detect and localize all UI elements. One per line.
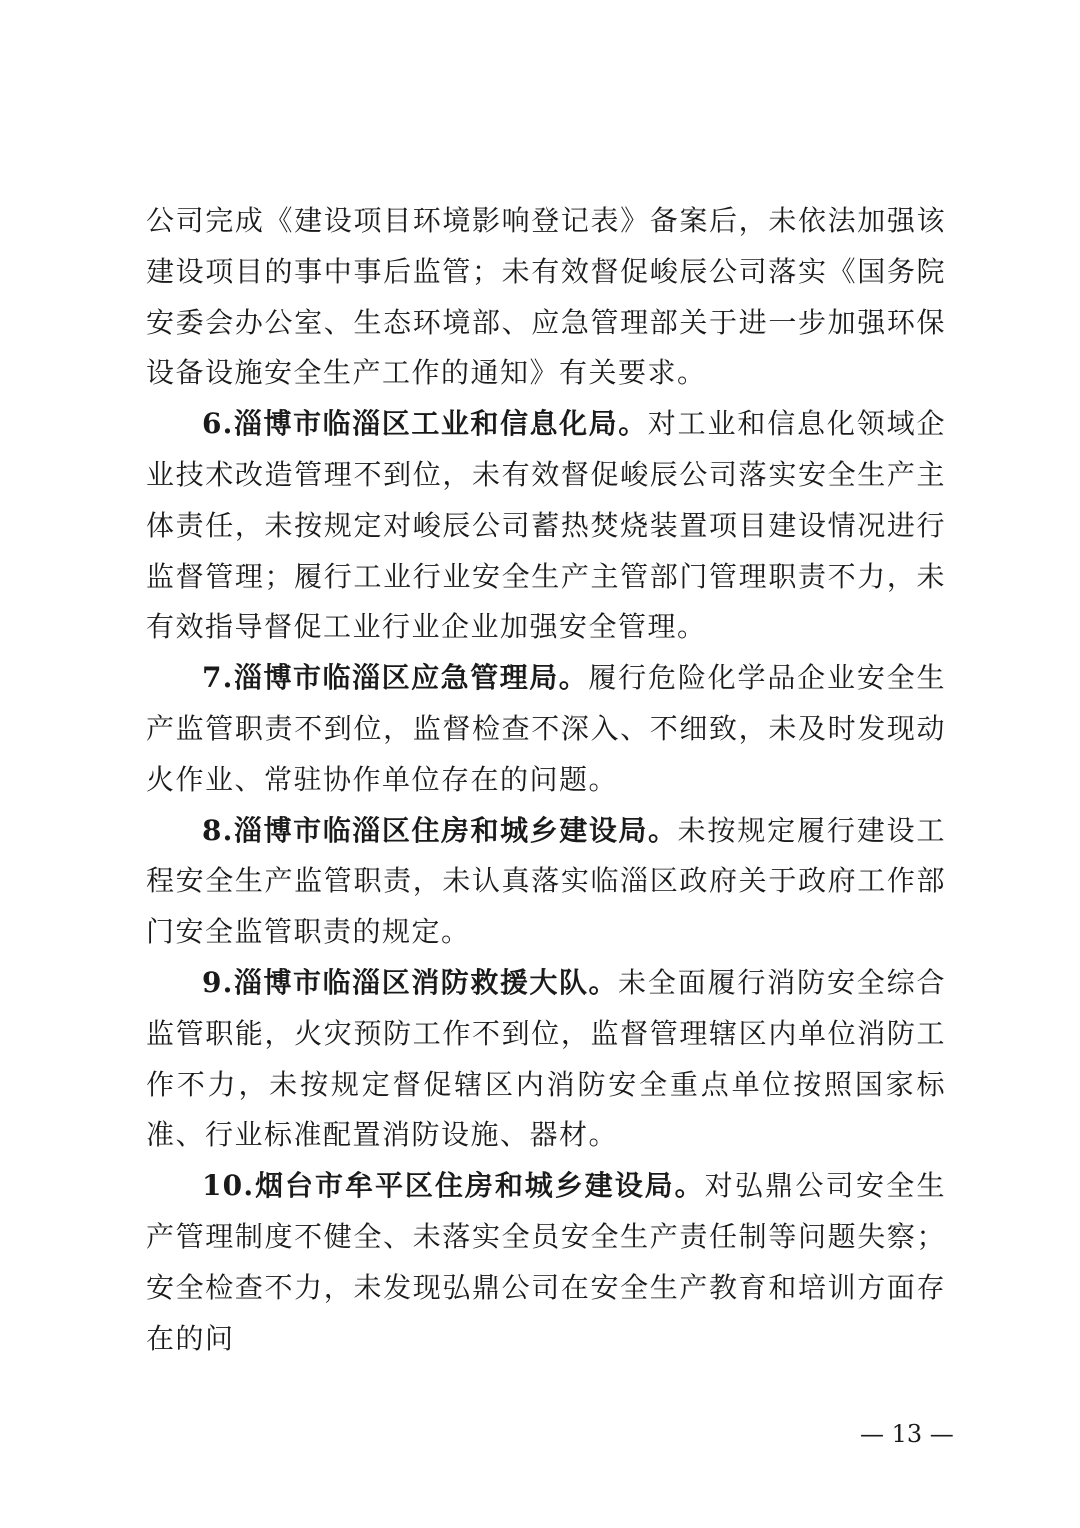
item-heading-9: 9.淄博市临淄区消防救援大队。 [202,965,619,999]
item-text-10: 对弘鼎公司安全生产管理制度不健全、未落实全员安全生产责任制等问题失察；安全检查不力，未发现弘鼎公司在安全生产教育和培训方面存在的问 [146,1169,946,1355]
page-number: — 13 — [860,1420,954,1448]
continuation-paragraph: 公司完成《建设项目环境影响登记表》备案后，未依法加强该建设项目的事中事后监管；未有效督促峻辰公司落实《国务院安委会办公室、生态环境部、应急管理部关于进一步加强环保设备设施安全生产工作的通知》有关要求。 [146,204,946,390]
item-heading-8: 8.淄博市临淄区住房和城乡建设局。 [202,813,678,847]
item-paragraph-10 [146,1161,946,1364]
item-paragraph-9 [146,958,946,1161]
item-text-8: 未按规定履行建设工程安全生产监管职责，未认真落实临淄区政府关于政府工作部门安全监管职责的规定。 [146,813,946,949]
item-heading-7: 7.淄博市临淄区应急管理局。 [202,661,589,695]
item-paragraph-8 [146,806,946,958]
item-heading-10: 10.烟台市牟平区住房和城乡建设局。 [202,1169,705,1203]
item-text-9: 未全面履行消防安全综合监管职能，火灾预防工作不到位，监督管理辖区内单位消防工作不力，未按规定督促辖区内消防安全重点单位按照国家标准、行业标准配置消防设施、器材。 [146,965,946,1152]
item-heading-6: 6.淄博市临淄区工业和信息化局。 [202,407,648,441]
item-text-6: 对工业和信息化领域企业技术改造管理不到位，未有效督促峻辰公司落实安全生产主体责任，未按规定对峻辰公司蓄热焚烧装置项目建设情况进行监督管理；履行工业行业安全生产主管部门管理职责不力，未有效指导督促工业行业企业加强安全管理。 [146,407,946,644]
item-paragraph-6 [146,399,946,653]
item-text-7: 履行危险化学品企业安全生产监管职责不到位，监督检查不深入、不细致，未及时发现动火作业、常驻协作单位存在的问题。 [146,661,946,796]
item-paragraph-7 [146,653,946,805]
document-body [146,196,946,1364]
